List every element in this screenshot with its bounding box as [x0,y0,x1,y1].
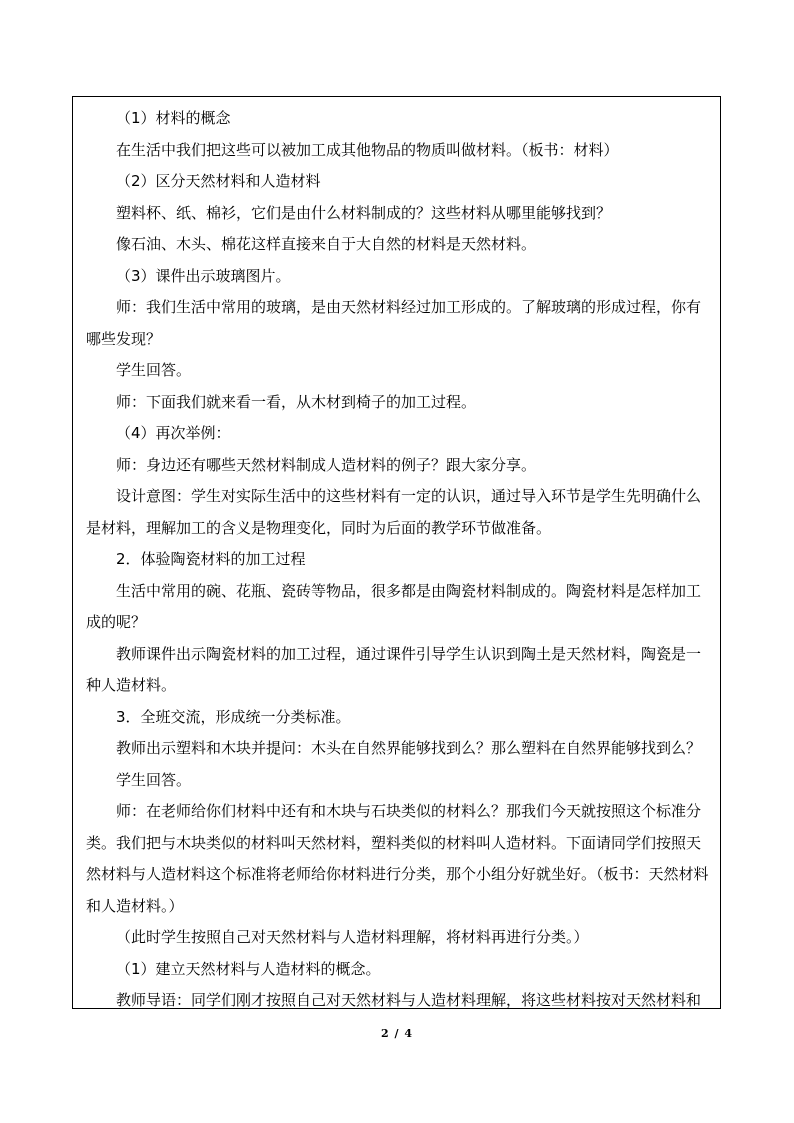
lesson-body-text [86,103,714,1009]
paragraph-material-concept-heading: （1）材料的概念 [116,109,231,127]
paragraph-concept-heading: （1）建立天然材料与人造材料的概念。 [116,959,381,978]
paragraph-plastic-wood-question: 教师出示塑料和木块并提问：木头在自然界能够找到么？那么塑料在自然界能够找到么？ [116,739,702,757]
paragraph-design-intent: 设计意图：学生对实际生活中的这些材料有一定的认识，通过导入环节是学生先明确什么是材料，理解加工的含义是物理变化，同时为后面的教学环节做准备。 [86,487,702,537]
lesson-content-table [72,96,721,1009]
paragraph-student-answer: 学生回答。 [116,361,192,379]
paragraph-share-examples: 师：身边还有哪些天然材料制成人造材料的例子？跟大家分享。 [116,455,537,474]
paragraph-ceramic-process: 教师课件出示陶瓷材料的加工过程，通过课件引导学生认识到陶土是天然材料，陶瓷是一种人造材料。 [86,644,702,694]
paragraph-ceramic-heading: 2．体验陶瓷材料的加工过程 [116,550,306,568]
paragraph-classification-standard: 师：在老师给你们材料中还有和木块与石块类似的材料么？那我们今天就按照这个标准分类。我们把与木块类似的材料叫天然材料，塑料类似的材料叫人造材料。下面请同学们按照天然材料与人造材料这个标准将老师给你材料进行分类，那个小组分好就坐好。（板书：天然材料和人造材料。） [86,802,709,915]
paragraph-distinguish-heading: （2）区分天然材料和人造材料 [116,172,321,190]
paragraph-natural-material-examples: 像石油、木头、棉花这样直接来自于大自然的材料是天然材料。 [116,235,537,253]
paragraph-student-answer-2: 学生回答。 [116,770,192,789]
paragraph-teacher-guidance: 教师导语：同学们刚才按照自己对天然材料与人造材料理解，将这些材料按对天然材料和 [116,991,702,1009]
paragraph-students-reclassify: （此时学生按照自己对天然材料与人造材料理解，将材料再进行分类。） [116,928,589,946]
paragraph-glass-discussion: 师：我们生活中常用的玻璃，是由天然材料经过加工形成的。了解玻璃的形成过程，你有哪些发现？ [86,298,702,348]
paragraph-ceramic-question: 生活中常用的碗、花瓶、瓷砖等物品，很多都是由陶瓷材料制成的。陶瓷材料是怎样加工成的呢？ [86,581,702,631]
paragraph-class-exchange-heading: 3．全班交流，形成统一分类标准。 [116,707,351,726]
paragraph-glass-image-heading: （3）课件出示玻璃图片。 [116,266,291,285]
paragraph-wood-to-chair: 师：下面我们就来看一看，从木材到椅子的加工过程。 [116,392,477,411]
paragraph-question-sources: 塑料杯、纸、棉衫，它们是由什么材料制成的？这些材料从哪里能够找到？ [116,203,612,222]
page-number: 2 / 4 [381,1027,413,1040]
paragraph-material-definition: 在生活中我们把这些可以被加工成其他物品的物质叫做材料。（板书：材料） [116,140,619,159]
paragraph-more-examples-heading: （4）再次举例： [116,424,231,442]
